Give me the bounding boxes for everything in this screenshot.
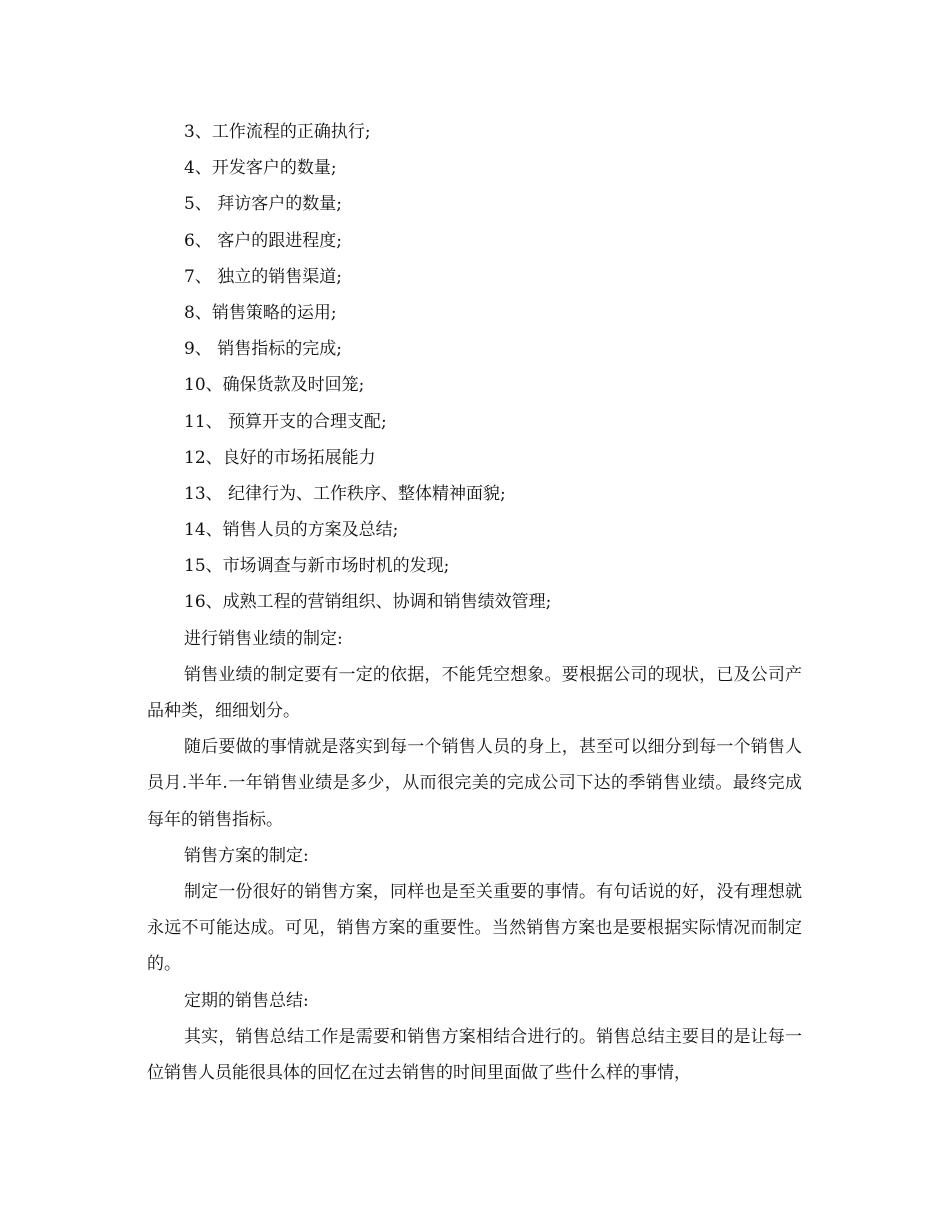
performance-paragraph-1: 销售业绩的制定要有一定的依据，不能凭空想象。要根据公司的现状，已及公司产品种类，细细划分。 bbox=[147, 664, 802, 722]
list-item: 4、开发客户的数量; bbox=[184, 158, 337, 179]
document-body bbox=[147, 118, 802, 1095]
list-item: 6、 客户的跟进程度; bbox=[184, 230, 342, 251]
list-item: 16、成熟工程的营销组织、协调和销售绩效管理; bbox=[184, 592, 552, 613]
summary-paragraph: 其实，销售总结工作是需要和销售方案相结合进行的。销售总结主要目的是让每一位销售人员能很具体的回忆在过去销售的时间里面做了些什么样的事情， bbox=[147, 1026, 802, 1084]
list-item: 10、确保货款及时回笼; bbox=[184, 375, 365, 396]
list-item: 3、工作流程的正确执行; bbox=[184, 122, 371, 142]
performance-paragraph-2: 随后要做的事情就是落实到每一个销售人员的身上，甚至可以细分到每一个销售人员月.半年.一年销售业绩是多少，从而很完美的完成公司下达的季销售业绩。最终完成每年的销售指标。 bbox=[147, 737, 802, 830]
list-item: 15、市场调查与新市场时机的发现; bbox=[184, 556, 450, 577]
plan-heading: 销售方案的制定: bbox=[184, 845, 309, 866]
list-item: 11、 预算开支的合理支配; bbox=[184, 411, 387, 432]
list-item: 9、 销售指标的完成; bbox=[184, 339, 342, 360]
list-item: 13、 纪律行为、工作秩序、整体精神面貌; bbox=[184, 483, 506, 504]
list-item: 14、销售人员的方案及总结; bbox=[184, 520, 399, 541]
performance-heading: 进行销售业绩的制定: bbox=[184, 628, 343, 649]
list-item: 5、 拜访客户的数量; bbox=[184, 194, 342, 215]
plan-paragraph: 制定一份很好的销售方案，同样也是至关重要的事情。有句话说的好，没有理想就永远不可能达成。可见，销售方案的重要性。当然销售方案也是要根据实际情况而制定的。 bbox=[147, 882, 802, 975]
list-item: 12、良好的市场拓展能力 bbox=[184, 447, 376, 468]
summary-heading: 定期的销售总结: bbox=[184, 990, 309, 1011]
list-item: 8、销售策略的运用; bbox=[184, 302, 337, 323]
list-item: 7、 独立的销售渠道; bbox=[184, 266, 342, 287]
